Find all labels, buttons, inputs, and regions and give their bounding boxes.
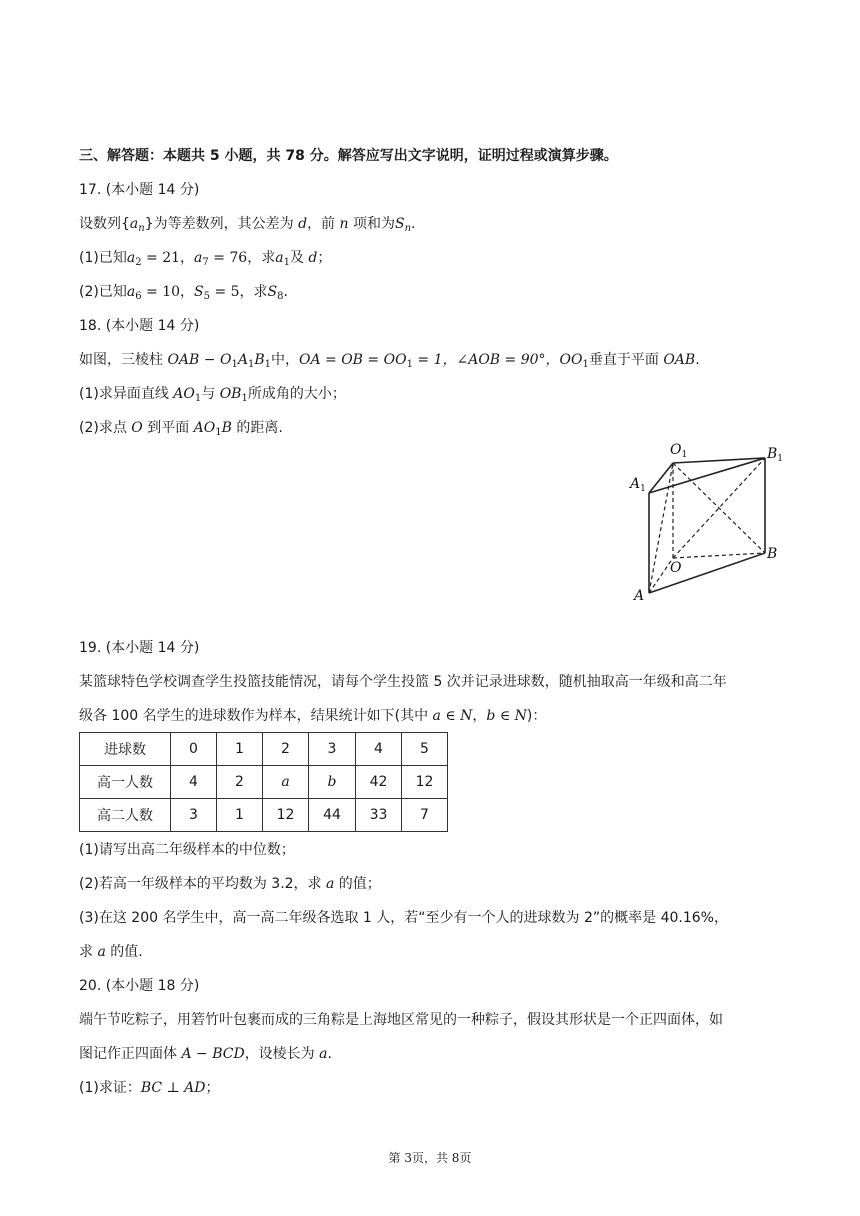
q18-part2: (2)求点 O 到平面 $AO_1B$ 的距离. [79, 420, 283, 438]
table-cell: 7 [402, 799, 448, 832]
q19-part2: (2)若高一年级样本的平均数为 3.2，求 a 的值； [79, 876, 381, 892]
table-cell: 4 [356, 733, 402, 766]
table-cell: 进球数 [80, 733, 171, 766]
table-cell: 2 [217, 766, 263, 799]
table-cell: 12 [263, 799, 309, 832]
page-footer: 第 3页，共 8页 [388, 1151, 472, 1165]
q17-part1: (1)已知$a_2 = 21$，$a_7 = 76$，求$a_1$及 d； [79, 250, 332, 268]
table-cell: 42 [356, 766, 402, 799]
q19-part1: (1)请写出高二年级样本的中位数； [79, 842, 295, 858]
table-cell: 0 [171, 733, 217, 766]
table-cell: 4 [171, 766, 217, 799]
q20-intro-line2: 图记作正四面体 A − BCD，设棱长为 a. [79, 1046, 332, 1062]
q19-header: 19. (本小题 14 分) [79, 640, 200, 656]
table-cell: 1 [217, 799, 263, 832]
q19-part3-line1: (3)在这 200 名学生中，高一高二年级各选取 1 人，若“至少有一个人的进球数为 2”的概率是 40.16%， [79, 910, 728, 926]
table-cell: 1 [217, 733, 263, 766]
q20-part1: (1)求证：BC ⊥ AD； [79, 1080, 220, 1096]
table-cell: 44 [309, 799, 356, 832]
label-A1: $A_1$ [630, 476, 646, 494]
table-cell: a [263, 766, 309, 799]
q20-intro-line1: 端午节吃粽子，用箬竹叶包裹而成的三角粽是上海地区常见的一种粽子，假设其形状是一个正四面体，如 [79, 1012, 723, 1028]
label-A: A [634, 588, 645, 604]
label-B: B [767, 546, 778, 562]
table-row [80, 766, 448, 799]
q17-header: 17. (本小题 14 分) [79, 182, 200, 198]
table-cell: 12 [402, 766, 448, 799]
table-row [80, 733, 448, 766]
label-B1: $B_1$ [767, 446, 784, 464]
label-O1: $O_1$ [670, 442, 688, 460]
q18-intro: 如图，三棱柱 OAB − $O_1A_1B_1$中，OA = OB = $OO_1 = 1$，∠AOB = 90°，$OO_1$垂直于平面 OAB. [79, 352, 700, 370]
q19-intro-line1: 某篮球特色学校调查学生投篮技能情况，请每个学生投篮 5 次并记录进球数，随机抽取高一年级和高二年 [79, 674, 727, 690]
table-cell: 3 [171, 799, 217, 832]
q18-header: 18. (本小题 14 分) [79, 318, 200, 334]
table-cell: b [309, 766, 356, 799]
q20-header: 20. (本小题 18 分) [79, 978, 200, 994]
q17-part2: (2)已知$a_6 = 10$，$S_5 = 5$，求$S_8$. [79, 284, 288, 302]
q19-intro-line2: 级各 100 名学生的进球数作为样本，结果统计如下(其中 a ∈ N，b ∈ N)： [79, 708, 547, 724]
label-O: O [670, 560, 682, 576]
prism-figure [620, 438, 800, 606]
q17-intro: 设数列$\{a_n\}$为等差数列，其公差为 d，前 n 项和为$S_n$. [79, 216, 416, 234]
table-cell: 5 [402, 733, 448, 766]
table-cell: 33 [356, 799, 402, 832]
stats-table [79, 732, 448, 832]
table-cell: 高一人数 [80, 766, 171, 799]
table-cell: 3 [309, 733, 356, 766]
q19-part3-line2: 求 a 的值. [79, 944, 143, 960]
table-row [80, 799, 448, 832]
table-cell: 高二人数 [80, 799, 171, 832]
section-heading: 三、解答题：本题共 5 小题，共 78 分。解答应写出文字说明，证明过程或演算步骤。 [79, 148, 618, 164]
q18-part1: (1)求异面直线 $AO_1$与 $OB_1$所成角的大小； [79, 386, 346, 404]
table-cell: 2 [263, 733, 309, 766]
